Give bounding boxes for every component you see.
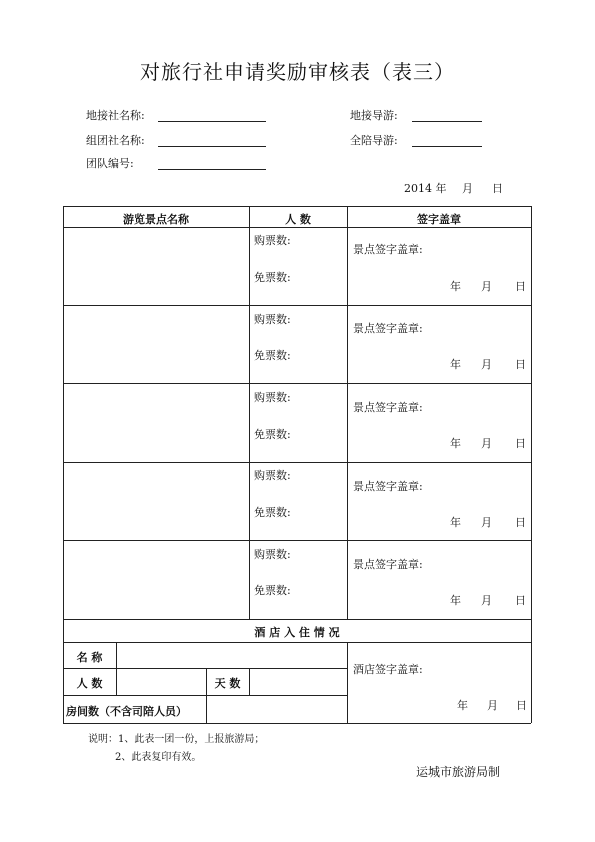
hotel-row-divider [63, 668, 347, 669]
table-border-left [63, 206, 64, 723]
sign-day: 日 [515, 594, 526, 607]
hotel-rooms-label: 房间数（不含司陪人员） [66, 705, 187, 718]
column-divider-2 [347, 206, 348, 619]
escort-guide-field[interactable] [412, 146, 482, 147]
note-line-2: 2、此表复印有效。 [115, 752, 202, 763]
purchased-tickets-label: 购票数: [254, 313, 291, 326]
sign-month: 月 [481, 594, 492, 607]
sign-year: 年 [450, 280, 461, 293]
sign-day: 日 [515, 280, 526, 293]
spot-sign-label: 景点签字盖章: [353, 243, 423, 256]
spot-sign-label: 景点签字盖章: [353, 322, 423, 335]
purchased-tickets-label: 购票数: [254, 469, 291, 482]
row-divider [63, 462, 531, 463]
header-spot-name: 游览景点名称 [123, 213, 189, 226]
spot-sign-label: 景点签字盖章: [353, 480, 423, 493]
group-agency-label: 组团社名称: [86, 134, 145, 147]
hotel-sign-divider [347, 642, 348, 723]
date-year: 2014 年 [404, 182, 447, 195]
escort-guide-label: 全陪导游: [350, 134, 398, 147]
purchased-tickets-label: 购票数: [254, 548, 291, 561]
local-guide-field[interactable] [412, 121, 482, 122]
table-border-bottom [63, 723, 531, 724]
sign-year: 年 [450, 437, 461, 450]
sign-year: 年 [450, 358, 461, 371]
sign-year: 年 [450, 516, 461, 529]
sign-month: 月 [481, 516, 492, 529]
row-divider [63, 619, 531, 620]
row-divider [63, 305, 531, 306]
local-agency-field[interactable] [158, 121, 266, 122]
sign-day: 日 [515, 358, 526, 371]
hotel-sign-year: 年 [457, 699, 468, 712]
free-tickets-label: 免票数: [254, 506, 291, 519]
sign-year: 年 [450, 594, 461, 607]
date-month: 月 [462, 182, 473, 195]
row-divider [63, 383, 531, 384]
local-agency-label: 地接社名称: [86, 109, 145, 122]
hotel-people-label: 人 数 [76, 677, 103, 690]
sign-day: 日 [515, 437, 526, 450]
hotel-sign-label: 酒店签字盖章: [353, 663, 423, 676]
hotel-days-label: 天 数 [214, 677, 241, 690]
hotel-row-divider [63, 695, 347, 696]
sign-month: 月 [481, 280, 492, 293]
header-divider [63, 227, 531, 228]
group-number-field[interactable] [158, 169, 266, 170]
sign-month: 月 [481, 437, 492, 450]
page-title: 对旅行社申请奖励审核表（表三） [140, 60, 455, 84]
row-divider [63, 540, 531, 541]
group-agency-field[interactable] [158, 146, 266, 147]
free-tickets-label: 免票数: [254, 349, 291, 362]
hotel-sign-month: 月 [487, 699, 498, 712]
header-people: 人 数 [285, 213, 311, 226]
hotel-header-divider [63, 642, 531, 643]
purchased-tickets-label: 购票数: [254, 391, 291, 404]
free-tickets-label: 免票数: [254, 271, 291, 284]
date-day: 日 [492, 182, 503, 195]
purchased-tickets-label: 购票数: [254, 234, 291, 247]
table-border-top [63, 206, 531, 207]
hotel-label-divider [116, 642, 117, 695]
hotel-section-title: 酒 店 入 住 情 况 [254, 626, 340, 639]
free-tickets-label: 免票数: [254, 584, 291, 597]
column-divider-1 [249, 206, 250, 619]
hotel-days-divider [249, 668, 250, 695]
spot-sign-label: 景点签字盖章: [353, 558, 423, 571]
spot-sign-label: 景点签字盖章: [353, 401, 423, 414]
hotel-name-label: 名 称 [76, 651, 103, 664]
sign-month: 月 [481, 358, 492, 371]
issuer-footer: 运城市旅游局制 [416, 765, 501, 779]
note-line-1: 说明：1、此表一团一份，上报旅游局； [88, 734, 265, 745]
header-signature: 签字盖章 [417, 213, 461, 226]
hotel-sign-day: 日 [516, 699, 527, 712]
group-number-label: 团队编号: [86, 157, 134, 170]
sign-day: 日 [515, 516, 526, 529]
local-guide-label: 地接导游: [350, 109, 398, 122]
table-border-right [531, 206, 532, 723]
hotel-rooms-divider [206, 695, 207, 723]
free-tickets-label: 免票数: [254, 428, 291, 441]
